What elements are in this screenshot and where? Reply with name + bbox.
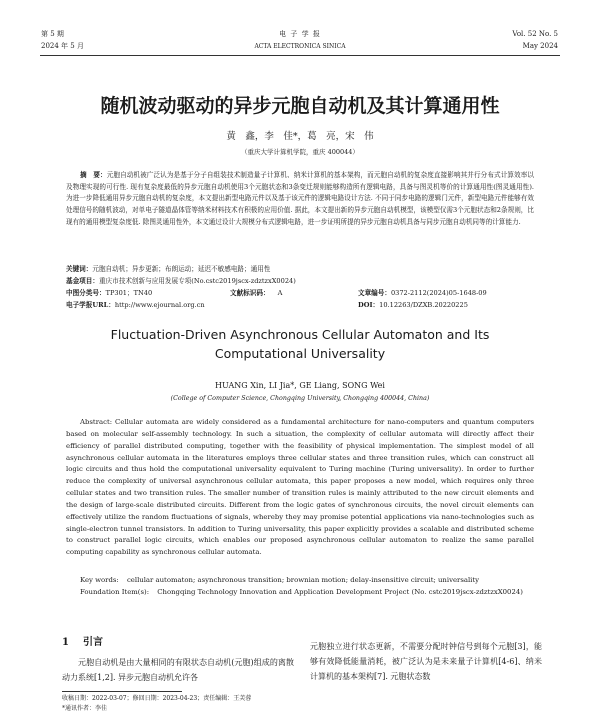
- header-journal-en: ACTA ELECTRONICA SINICA: [254, 43, 346, 50]
- abstract-en-text: Cellular automata are widely considered as a fundamental architecture for nano-computers and quantum computers based on molecular self-assembly technology. In such a situation, the complexity of cellular automata will directly affect their efficiency of parallel distributed computing, together with the feasibility of physical implementation. The simplest model of all asynchronous cellular automata in the literatures employs three cellular states and three transition rules, which can construct all logic circuits and thus hold the computational universality equivalent to Turing machine (Turing universality). In order to further reduce the complexity of universal asynchronous cellular automata, this paper proposes a new model, which requires only three cellular states and two transition rules. The smaller number of transition rules is mainly attributed to the new circuit elements and the design of large-scale distributed circuits. Different from the logic gates of synchronous circuits, the novel circuit elements can effectively utilize the random fluctuations of signals, whereby they may promise potential applications via nano-technologies such as single-electron tunnel transistors. In addition to Turing universality, this paper explicitly provides a scalable and distributed scheme to construct parallel logic circuits, which enables our proposed asynchronous cellular automaton to realize the same parallel computing capability as synchronous cellular automata.: [66, 418, 534, 557]
- fund-en: [66, 587, 534, 599]
- article-number-label: 文章编号：: [358, 289, 391, 297]
- footnote-received: 收稿日期：2022-03-07；修回日期：2023-04-23；责任编辑：王芙蓉: [62, 695, 252, 702]
- section-number: 1: [62, 637, 69, 648]
- footnote-rule: [62, 691, 182, 692]
- header-issue-cn: 第 5 期: [41, 30, 64, 38]
- paper-title-en-line1: Fluctuation-Driven Asynchronous Cellular Automaton and Its: [110, 327, 490, 342]
- header-volume: Vol. 52 No. 5: [512, 30, 558, 38]
- paper-title-cn: 随机波动驱动的异步元胞自动机及其计算通用性: [100, 95, 500, 117]
- article-number-value: 0372-2112(2024)05-1648-09: [390, 289, 487, 297]
- affiliation-cn: （重庆大学计算机学院，重庆 400044）: [241, 148, 359, 156]
- keywords-en-text: cellular automaton; asynchronous transition; brownian motion; delay-insensitive circuit; universality: [126, 576, 480, 584]
- abstract-cn-text: 元胞自动机被广泛认为是基于分子自组装技术制造量子计算机、纳米计算机的基本架构，而元胞自动机的复杂度直接影响其并行分布式计算效率以及物理实现的可行性. 现有复杂度最低的异步元胞自动机使用3个元胞状态和3条变迁规则能够构造所有逻辑电路，具备与图灵机等价的计算通用性(图灵通用性). 为进一步降低通用异步元胞自动机的复杂度，本文提出新型电路元件以及基于该元件的逻辑电路设计方法. 不同于同步电路的逻辑门元件，新型电路元件能够有效处理信号的随机波动，对单电子隧道晶体管等纳米材料技术有积极的应用价值. 据此，本文提出新的异步元胞自动机模型，该模型仅需3个元胞状态和2条规则，比现有的通用模型复杂度低. 除图灵通用性外，本文通过设计大规模分布式逻辑电路，进一步证明所提的异步元胞自动机具备与同步元胞自动机同等的计算能力.: [66, 171, 535, 226]
- doc-code: [230, 288, 282, 300]
- header-date-cn: 2024 年 5 月: [41, 42, 84, 50]
- footnote-corresponding: *通讯作者：李佳: [62, 705, 108, 712]
- header-date-en: May 2024: [522, 42, 558, 50]
- abstract-en: [66, 417, 534, 559]
- journal-url-label: 电子学报URL：: [66, 301, 115, 309]
- fund-cn: [66, 276, 534, 288]
- clc-label: 中图分类号：: [66, 289, 106, 297]
- keywords-cn-text: 元胞自动机；异步更新；布朗运动；延迟不敏感电路；通用性: [92, 265, 271, 273]
- keywords-en-label: Key words:: [80, 576, 119, 584]
- paper-title-en-line2: Computational Universality: [214, 346, 386, 361]
- clc-number: [66, 288, 152, 300]
- abstract-cn: [66, 170, 534, 229]
- abstract-en-label: Abstract:: [80, 418, 113, 426]
- doi-label: DOI：: [358, 301, 380, 309]
- journal-url-value[interactable]: http://www.ejournal.org.cn: [114, 301, 205, 309]
- doc-label: 文献标识码：: [230, 289, 270, 297]
- keywords-cn-label: 关键词：: [66, 265, 93, 273]
- authors-cn: 黄 鑫，李 佳*，葛 亮，宋 伟: [226, 131, 374, 142]
- section-heading-intro: [62, 636, 103, 649]
- keywords-en: [66, 575, 534, 587]
- fund-cn-text: 重庆市技术创新与应用发展专项(No.cstc2019jscx-zdztzxX0024): [98, 277, 296, 285]
- doi: [358, 300, 468, 312]
- fund-cn-label: 基金项目：: [66, 277, 99, 285]
- doi-value[interactable]: 10.12263/DZXB.20220225: [379, 301, 468, 309]
- body-column-right: 元胞独立进行状态更新，不需要分配时钟信号到每个元胞[3]，能够有效降低能量消耗，被广泛认为是未来量子计算机[4-6]、纳米计算机的基本架构[7]. 元胞状态数: [310, 642, 542, 681]
- section-title: 引言: [82, 637, 103, 648]
- body-column-left: 元胞自动机是由大量相同的有限状态自动机(元胞)组成的离散动力系统[1,2]. 异步元胞自动机允许各: [62, 658, 294, 682]
- header-rule: [40, 55, 560, 56]
- doc-value: A: [277, 289, 283, 297]
- journal-url: [66, 300, 205, 312]
- keywords-cn: [66, 264, 534, 276]
- clc-value: TP301；TN40: [105, 289, 153, 297]
- article-number: [358, 288, 487, 300]
- affiliation-en: (College of Computer Science, Chongqing University, Chongqing 400044, China): [170, 395, 430, 402]
- header-journal-cn: 电 子 学 报: [279, 30, 321, 38]
- abstract-cn-label: 摘 要：: [80, 171, 107, 179]
- fund-en-text: Chongqing Technology Innovation and Application Development Project (No. cstc2019jscx-zdztzxX0024): [157, 588, 523, 596]
- authors-en: HUANG Xin, LI Jia*, GE Liang, SONG Wei: [215, 381, 385, 390]
- fund-en-label: Foundation Item(s):: [80, 588, 150, 596]
